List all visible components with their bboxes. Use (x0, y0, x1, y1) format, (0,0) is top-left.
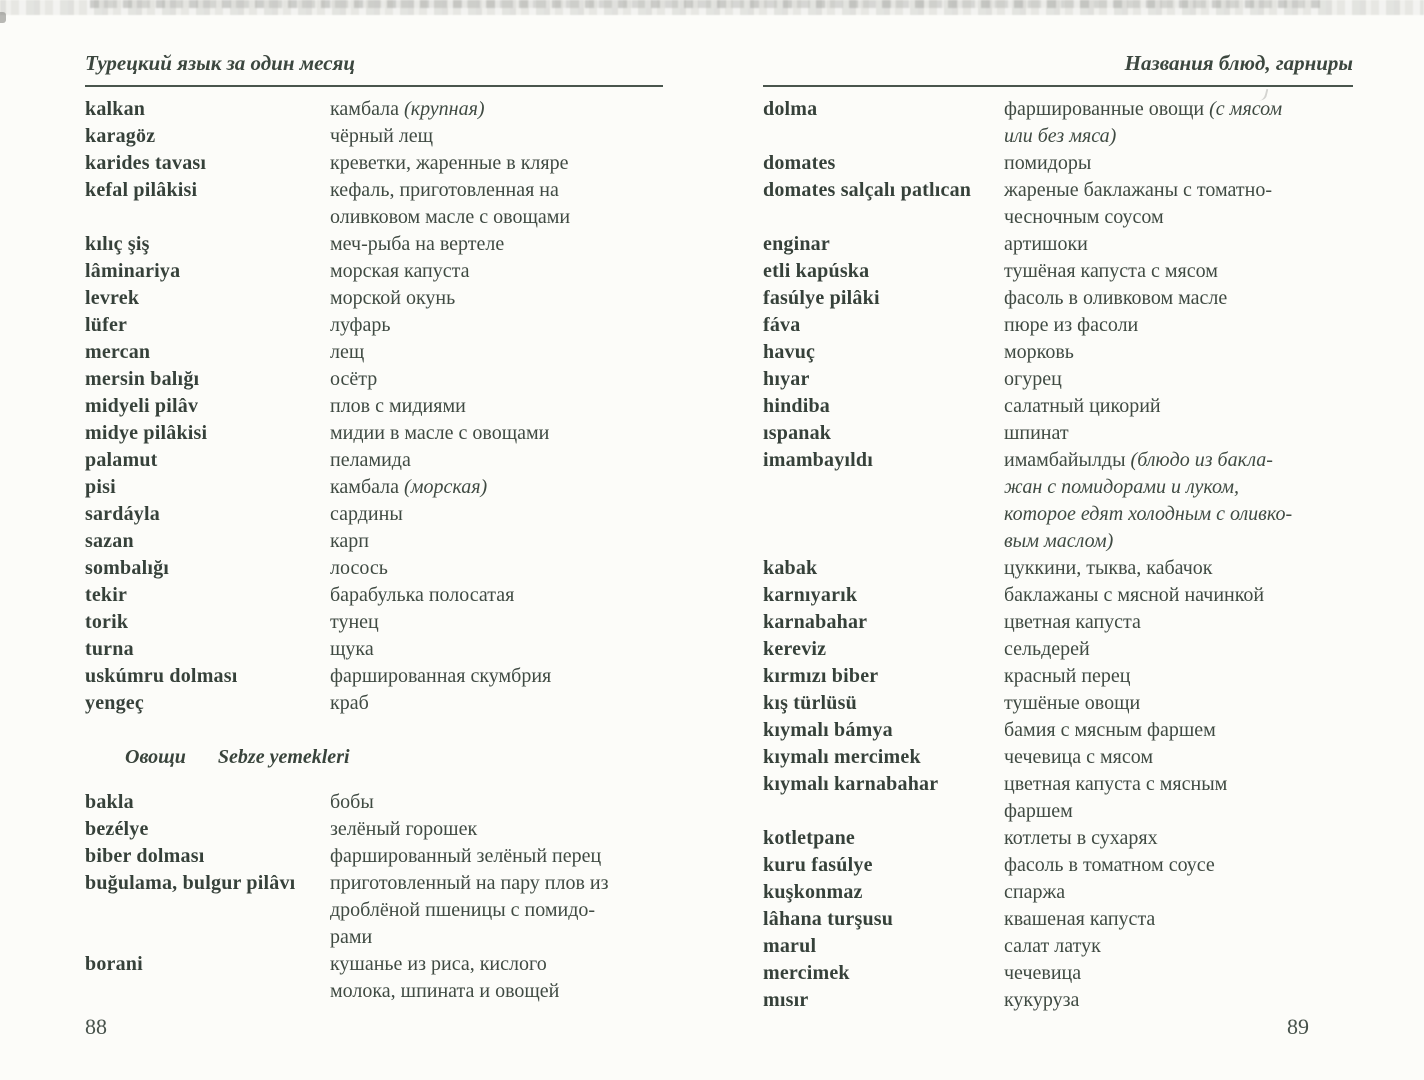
definition-line: дроблёной пшеницы с помидо- (330, 899, 596, 921)
definition-russian (1004, 555, 1213, 582)
term-turkish: lâhana turşusu (763, 908, 894, 930)
term-turkish: hindiba (763, 395, 831, 417)
definition-line: салатный цикорий (1004, 395, 1161, 417)
definition-line: котлеты в сухарях (1004, 827, 1158, 849)
definition-line: фаршированные овощи (с мясом (1004, 98, 1283, 120)
term-turkish: yengeç (85, 692, 144, 714)
page-number-left: 88 (85, 1014, 107, 1039)
term-turkish: kabak (763, 557, 818, 579)
definition-russian (330, 474, 487, 501)
term-turkish: imambayıldı (763, 449, 873, 471)
dictionary-entry (763, 366, 1353, 393)
definition-line: фаршированный зелёный перец (330, 845, 602, 867)
definition-line: креветки, жаренные в кляре (330, 152, 569, 174)
definition-line: лещ (330, 341, 365, 363)
dictionary-entry (763, 879, 1353, 906)
definition-russian (1004, 393, 1161, 420)
dictionary-entry (763, 312, 1353, 339)
term-turkish: turna (85, 638, 134, 660)
definition-line: луфарь (330, 314, 391, 336)
term-turkish: bezélye (85, 818, 149, 840)
definition-russian (1004, 582, 1264, 609)
definition-russian (330, 636, 374, 663)
definition-line: красный перец (1004, 665, 1131, 687)
dictionary-entry (85, 312, 663, 339)
term-turkish: mısır (763, 989, 809, 1011)
definition-russian (330, 816, 477, 843)
definition-russian (1004, 663, 1130, 690)
dictionary-entry (85, 690, 663, 717)
definition-line: цветная капуста (1004, 611, 1141, 633)
term-turkish: enginar (763, 233, 830, 255)
definition-line: вым маслом) (1004, 530, 1114, 552)
term-turkish: kılıç şiş (85, 233, 150, 255)
dictionary-entry (763, 663, 1353, 690)
definition-line: камбала (морская) (330, 476, 488, 498)
definition-line: квашеная капуста (1004, 908, 1156, 930)
term-turkish: kalkan (85, 98, 146, 120)
term-turkish: midyeli pilâv (85, 395, 199, 417)
definition-russian (330, 501, 403, 528)
definition-line: тушёная капуста с мясом (1004, 260, 1218, 282)
dictionary-entry (763, 258, 1353, 285)
definition-line: сардины (330, 503, 403, 525)
definition-line: морковь (1004, 341, 1074, 363)
definition-russian (1004, 744, 1153, 771)
term-turkish: tekir (85, 584, 128, 606)
dictionary-entry (763, 933, 1353, 960)
definition-line: помидоры (1004, 152, 1092, 174)
term-turkish: borani (85, 953, 143, 975)
definition-russian (1004, 960, 1081, 987)
definition-russian (330, 663, 551, 690)
term-turkish: kereviz (763, 638, 827, 660)
term-turkish: sazan (85, 530, 134, 552)
dictionary-entry (763, 96, 1353, 150)
term-turkish: karnabahar (763, 611, 868, 633)
definition-russian (330, 393, 466, 420)
definition-line: сельдерей (1004, 638, 1090, 660)
term-turkish: kıymalı mercimek (763, 746, 921, 768)
dictionary-entry (85, 420, 663, 447)
dictionary-entry (85, 528, 663, 555)
definition-line: молока, шпината и овощей (330, 980, 560, 1002)
term-turkish: havuç (763, 341, 816, 363)
definition-line: мидии в масле с овощами (330, 422, 550, 444)
dictionary-entry (85, 555, 663, 582)
definition-line: чесночным соусом (1004, 206, 1164, 228)
definition-line: оливковом масле с овощами (330, 206, 571, 228)
term-turkish: kış türlüsü (763, 692, 857, 714)
term-turkish: kuşkonmaz (763, 881, 863, 903)
dictionary-entry (763, 906, 1353, 933)
scan-noise-strip-dark (90, 0, 1320, 8)
definition-line: щука (330, 638, 374, 660)
dictionary-entry (85, 474, 663, 501)
definition-russian (1004, 690, 1140, 717)
dictionary-entry (85, 789, 663, 816)
dictionary-entry (763, 717, 1353, 744)
dictionary-entry (763, 609, 1353, 636)
definition-line: лосось (330, 557, 388, 579)
definition-line: имамбайылды (блюдо из бакла- (1004, 449, 1273, 471)
dictionary-entry (85, 123, 663, 150)
definition-russian (1004, 258, 1218, 285)
definition-russian (330, 582, 514, 609)
definition-line: баклажаны с мясной начинкой (1004, 584, 1265, 606)
definition-line: фасоль в томатном соусе (1004, 854, 1215, 876)
dictionary-entry (85, 339, 663, 366)
definition-line: морская капуста (330, 260, 470, 282)
term-turkish: biber dolması (85, 845, 205, 867)
term-turkish: kıymalı bámya (763, 719, 893, 741)
definition-russian (330, 609, 379, 636)
term-turkish: levrek (85, 287, 140, 309)
definition-russian (1004, 825, 1158, 852)
term-turkish: domates (763, 152, 836, 174)
term-turkish: hıyar (763, 368, 810, 390)
term-turkish: sardáyla (85, 503, 160, 525)
definition-russian (1004, 366, 1062, 393)
definition-line: кукуруза (1004, 989, 1080, 1011)
definition-russian (1004, 177, 1272, 231)
term-turkish: bakla (85, 791, 134, 813)
term-turkish: kotletpane (763, 827, 855, 849)
definition-russian (330, 447, 411, 474)
definition-line: цветная капуста с мясным (1004, 773, 1228, 795)
definition-line: карп (330, 530, 369, 552)
term-turkish: kırmızı biber (763, 665, 879, 687)
definition-russian (1004, 420, 1069, 447)
term-turkish: dolma (763, 98, 818, 120)
definition-line: плов с мидиями (330, 395, 466, 417)
term-turkish: mersin balığı (85, 368, 200, 390)
definition-russian (330, 951, 559, 1005)
term-turkish: etli kapúska (763, 260, 870, 282)
definition-russian (1004, 447, 1292, 555)
definition-line: шпинат (1004, 422, 1069, 444)
term-turkish: karnıyarık (763, 584, 858, 606)
definition-line: пеламида (330, 449, 411, 471)
definition-russian (330, 258, 470, 285)
term-turkish: domates salçalı patlıcan (763, 179, 972, 201)
definition-russian (330, 150, 568, 177)
definition-line: жан с помидорами и луком, (1004, 476, 1239, 498)
term-turkish: sombalığı (85, 557, 170, 579)
dictionary-entry (85, 609, 663, 636)
definition-russian (1004, 285, 1227, 312)
dictionary-entry (763, 177, 1353, 231)
definition-line: камбала (крупная) (330, 98, 485, 120)
definition-line: барабулька полосатая (330, 584, 515, 606)
term-turkish: mercimek (763, 962, 850, 984)
definition-russian (1004, 96, 1282, 150)
definition-russian (1004, 933, 1101, 960)
definition-line: фаршем (1004, 800, 1073, 822)
definition-russian (1004, 906, 1155, 933)
definition-russian (330, 420, 549, 447)
section-heading (125, 744, 663, 771)
term-turkish: mercan (85, 341, 151, 363)
entry-list-left (85, 96, 663, 1005)
term-turkish: kefal pilâkisi (85, 179, 198, 201)
dictionary-entry (763, 285, 1353, 312)
dictionary-entry (85, 501, 663, 528)
definition-russian (1004, 717, 1216, 744)
definition-line: чечевица (1004, 962, 1082, 984)
right-page (763, 48, 1353, 1014)
definition-russian (1004, 879, 1065, 906)
definition-line: спаржа (1004, 881, 1066, 903)
dictionary-entry (85, 951, 663, 1005)
term-turkish: uskúmru dolması (85, 665, 238, 687)
definition-russian (330, 789, 374, 816)
dictionary-entry (763, 771, 1353, 825)
definition-russian (330, 870, 609, 951)
definition-line: огурец (1004, 368, 1062, 390)
definition-line: цуккини, тыква, кабачок (1004, 557, 1213, 579)
definition-line: краб (330, 692, 369, 714)
term-turkish: lâminariya (85, 260, 181, 282)
definition-line: фасоль в оливковом масле (1004, 287, 1228, 309)
dictionary-entry (85, 447, 663, 474)
definition-line: тунец (330, 611, 379, 633)
definition-russian (1004, 231, 1088, 258)
definition-line: бобы (330, 791, 374, 813)
scan-speck (0, 12, 6, 23)
term-turkish: marul (763, 935, 817, 957)
term-turkish: buğulama, bulgur pilâvı (85, 872, 296, 894)
dictionary-entry (85, 366, 663, 393)
running-header-right: Названия блюд, гарниры (763, 48, 1353, 87)
dictionary-entry (763, 393, 1353, 420)
definition-russian (1004, 771, 1227, 825)
definition-line: артишоки (1004, 233, 1088, 255)
definition-line: кефаль, приготовленная на (330, 179, 559, 201)
term-turkish: kuru fasúlye (763, 854, 873, 876)
dictionary-entry (763, 636, 1353, 663)
definition-russian (330, 843, 601, 870)
term-turkish: torik (85, 611, 129, 633)
definition-russian (1004, 312, 1138, 339)
definition-line: чёрный лещ (330, 125, 434, 147)
definition-russian (330, 366, 377, 393)
definition-line: приготовленный на пару плов из (330, 872, 609, 894)
definition-line: чечевица с мясом (1004, 746, 1153, 768)
dictionary-entry (85, 231, 663, 258)
term-turkish: lüfer (85, 314, 128, 336)
dictionary-entry (763, 339, 1353, 366)
dictionary-entry (85, 150, 663, 177)
term-turkish: kıymalı karnabahar (763, 773, 939, 795)
definition-russian (330, 123, 433, 150)
running-header-left: Турецкий язык за один месяц (85, 48, 663, 87)
left-page (85, 48, 663, 1005)
definition-russian (330, 285, 455, 312)
dictionary-entry (763, 447, 1353, 555)
definition-line: которое едят холодным с оливко- (1004, 503, 1293, 525)
page-number-right: 89 (1287, 1014, 1309, 1039)
dictionary-entry (85, 816, 663, 843)
definition-russian (330, 690, 369, 717)
definition-russian (1004, 339, 1074, 366)
definition-russian (330, 177, 570, 231)
definition-line: кушанье из риса, кислого (330, 953, 547, 975)
definition-line: пюре из фасоли (1004, 314, 1139, 336)
definition-russian (330, 96, 485, 123)
dictionary-entry (763, 852, 1353, 879)
definition-line: рами (330, 926, 373, 948)
term-turkish: fáva (763, 314, 801, 336)
section-title-ru: Овощи (125, 746, 186, 768)
definition-line: или без мяса) (1004, 125, 1117, 147)
term-turkish: pisi (85, 476, 116, 498)
dictionary-entry (85, 663, 663, 690)
dictionary-entry (85, 177, 663, 231)
term-turkish: karides tavası (85, 152, 207, 174)
term-turkish: karagöz (85, 125, 156, 147)
definition-russian (330, 528, 369, 555)
dictionary-entry (763, 825, 1353, 852)
entry-list-right (763, 96, 1353, 1014)
definition-russian (330, 312, 390, 339)
dictionary-entry (763, 744, 1353, 771)
definition-line: жареные баклажаны с томатно- (1004, 179, 1273, 201)
term-turkish: midye pilâkisi (85, 422, 208, 444)
dictionary-entry (763, 231, 1353, 258)
definition-line: фаршированная скумбрия (330, 665, 552, 687)
dictionary-entry (85, 96, 663, 123)
definition-russian (1004, 150, 1091, 177)
dictionary-entry (85, 636, 663, 663)
definition-russian (330, 231, 504, 258)
definition-russian (1004, 987, 1079, 1014)
section-title-tr: Sebze yemekleri (217, 746, 350, 768)
dictionary-entry (85, 582, 663, 609)
dictionary-entry (763, 420, 1353, 447)
definition-line: бамия с мясным фаршем (1004, 719, 1216, 741)
definition-russian (330, 555, 388, 582)
dictionary-entry (763, 987, 1353, 1014)
dictionary-entry (763, 960, 1353, 987)
definition-russian (1004, 636, 1090, 663)
definition-russian (1004, 609, 1141, 636)
dictionary-entry (85, 285, 663, 312)
definition-line: осётр (330, 368, 378, 390)
term-turkish: palamut (85, 449, 158, 471)
dictionary-entry (763, 582, 1353, 609)
definition-line: тушёные овощи (1004, 692, 1141, 714)
definition-line: зелёный горошек (330, 818, 478, 840)
definition-russian (1004, 852, 1215, 879)
definition-line: морской окунь (330, 287, 456, 309)
dictionary-entry (85, 843, 663, 870)
dictionary-entry (85, 258, 663, 285)
term-turkish: fasúlye pilâki (763, 287, 880, 309)
definition-line: меч-рыба на вертеле (330, 233, 505, 255)
dictionary-entry (763, 690, 1353, 717)
dictionary-entry (85, 870, 663, 951)
definition-line: салат латук (1004, 935, 1101, 957)
dictionary-entry (763, 150, 1353, 177)
term-turkish: ıspanak (763, 422, 832, 444)
definition-russian (330, 339, 364, 366)
dictionary-entry (85, 393, 663, 420)
dictionary-entry (763, 555, 1353, 582)
